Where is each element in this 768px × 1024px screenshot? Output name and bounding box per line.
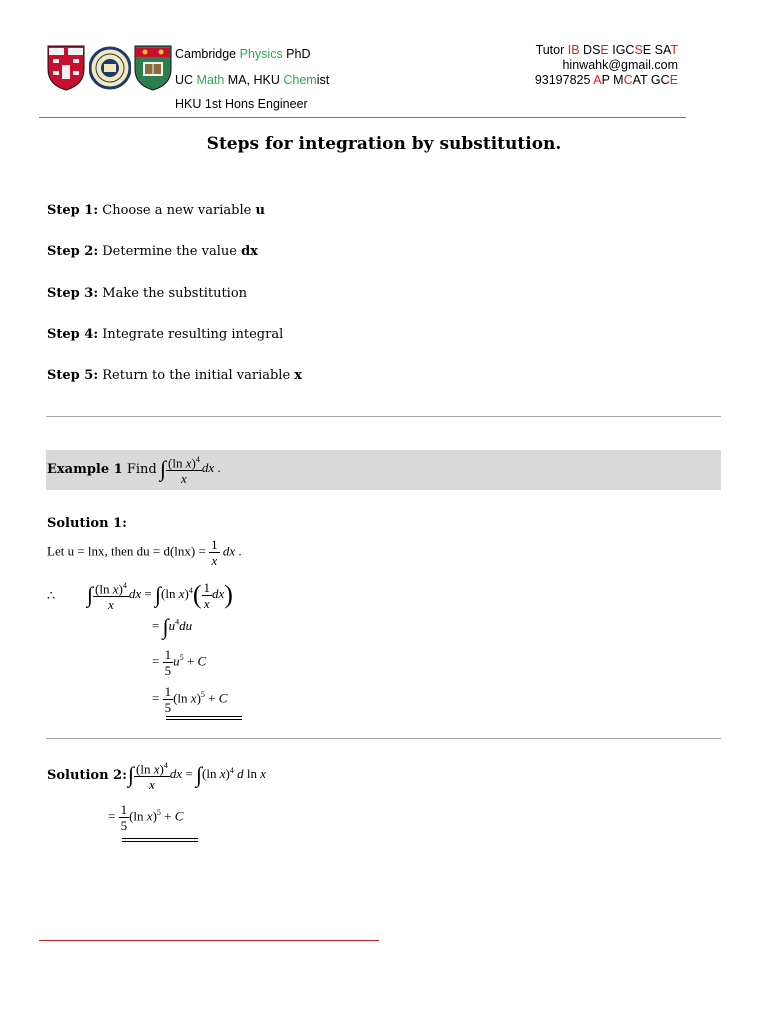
sol2-line-2: = $\frac{1}{5}$ (ln x)$^5$ + C xyxy=(108,802,184,833)
header-email: hinwahk@gmail.com xyxy=(562,58,678,72)
page-title: Steps for integration by substitution. xyxy=(206,134,562,154)
step-5: Step 5: Return to the initial variable x xyxy=(47,368,303,383)
sol1-line-4: = $\frac{1}{5}$ (ln x)$^5$ + C xyxy=(152,684,228,715)
footer-divider xyxy=(39,940,379,941)
step-1: Step 1: Choose a new variable u xyxy=(47,203,265,218)
header-line-1: Cambridge Physics PhD xyxy=(175,47,311,61)
step-2: Step 2: Determine the value dx xyxy=(47,244,258,259)
sol2-answer-underline xyxy=(122,838,198,842)
section-divider-1 xyxy=(46,416,721,417)
cambridge-logo xyxy=(47,45,85,91)
example-integral: ∫ $\frac{(\ln x)^4}{x}$ dx . xyxy=(160,452,221,486)
sol1-line-1: ∫ $\frac{(\ln x)^4}{x}$ dx = ∫(ln x)$^4$( $\frac{1}{x}$ dx) xyxy=(87,579,233,613)
header-right-3: 93197825 AP MCAT GCE xyxy=(534,73,678,87)
header-right-1: Tutor IB DSE IGCSE SAT xyxy=(535,43,678,57)
hku-logo xyxy=(134,45,172,91)
sol1-let-line: Let u = lnx, then du = d(lnx) = $\frac{1}{x}$ dx . xyxy=(47,537,242,568)
solution-1-label: Solution 1: xyxy=(47,516,127,531)
header-line-3: HKU 1st Hons Engineer xyxy=(175,97,308,111)
uc-seal-logo xyxy=(89,45,131,91)
sol2-line-1: ∫ $\frac{(\ln x)^4}{x}$ dx = ∫(ln x)$^4$ d ln x xyxy=(128,758,266,792)
sol1-answer-underline xyxy=(166,716,242,720)
step-4: Step 4: Integrate resulting integral xyxy=(47,327,284,342)
sol1-line-3: = $\frac{1}{5}$ $u^5 + C$ xyxy=(152,647,207,678)
example-label: Example 1 Find xyxy=(47,462,157,477)
header-divider xyxy=(39,117,686,118)
step-3: Step 3: Make the substitution xyxy=(47,286,248,301)
header-line-2: UC Math MA, HKU Chemist xyxy=(175,73,330,87)
section-divider-2 xyxy=(46,738,721,739)
solution-2-label: Solution 2: xyxy=(47,768,127,783)
therefore-symbol: ∴ xyxy=(47,588,56,603)
sol1-line-2: = $\int u^4du$ xyxy=(152,614,193,639)
